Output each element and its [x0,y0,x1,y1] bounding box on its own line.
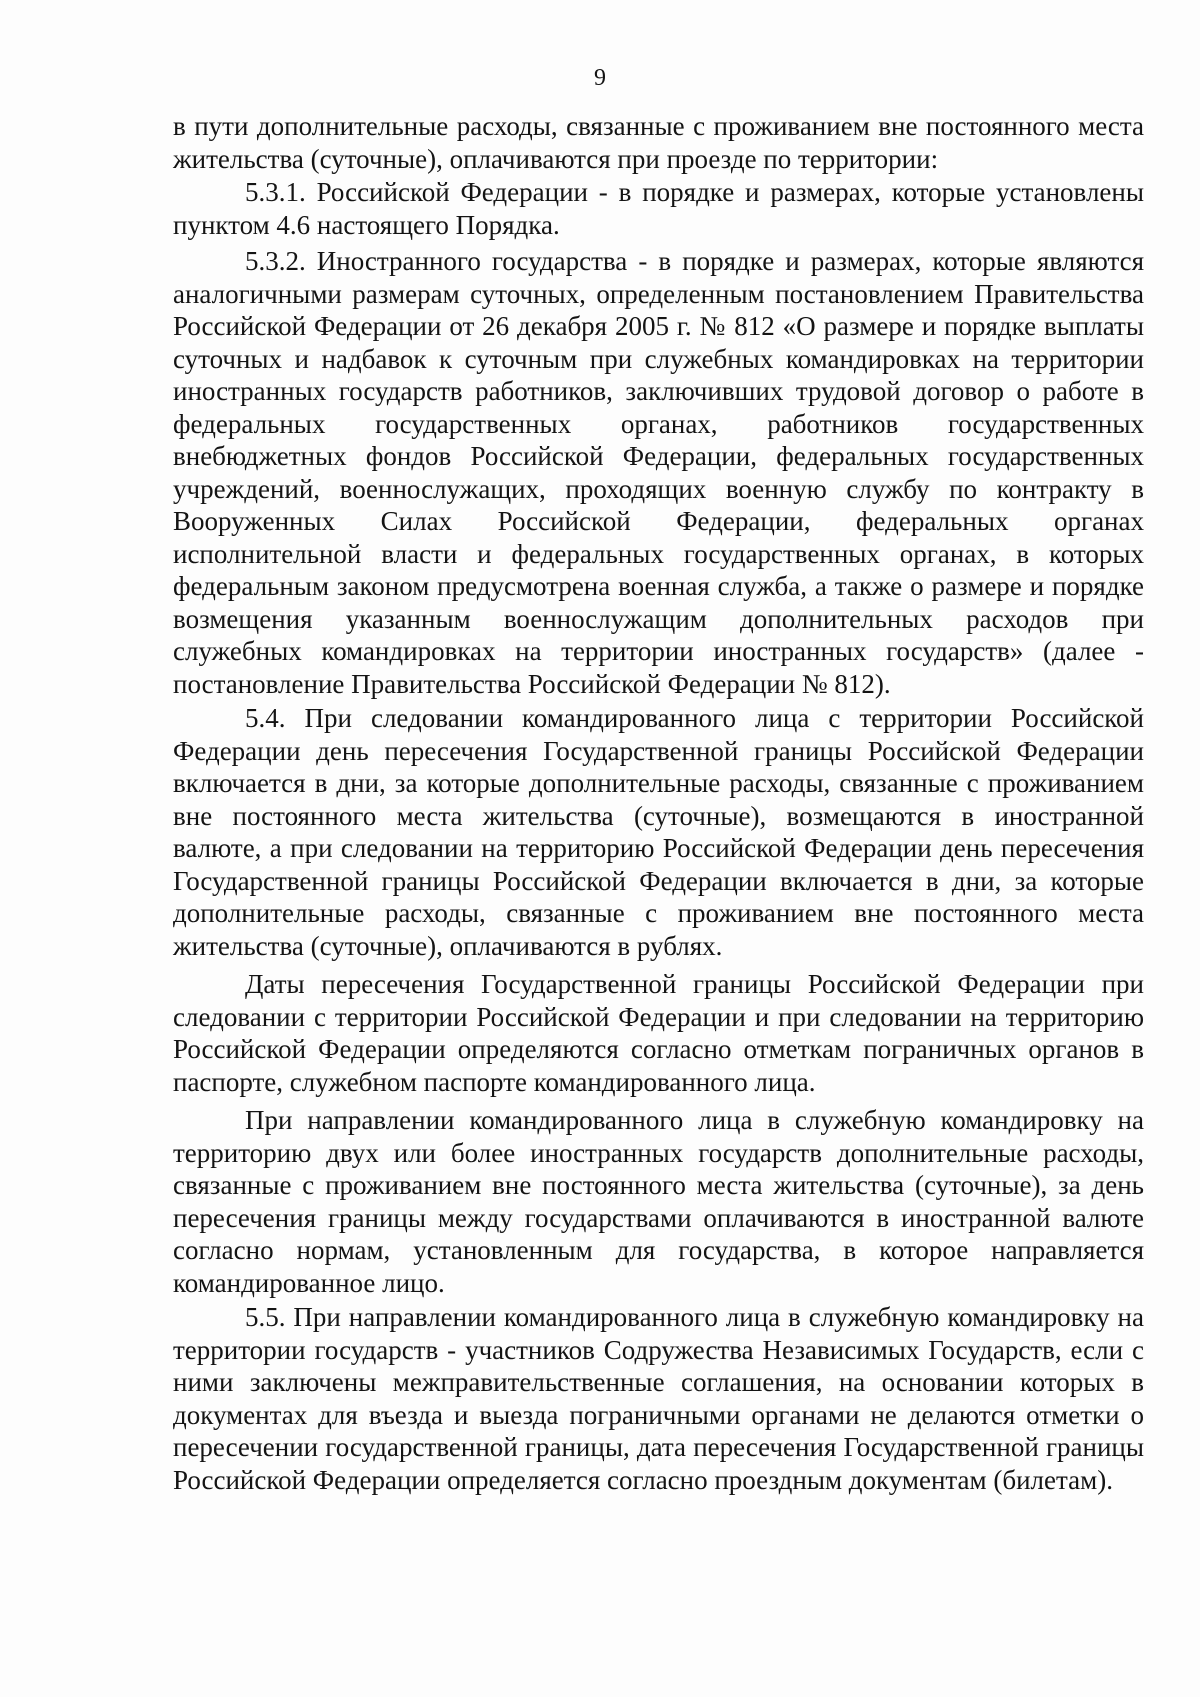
document-body [173,110,1144,1496]
paragraph-border-crossing-dates: Даты пересечения Государственной границы Российской Федерации при следовании с территории Российской Федерации и при следовании на территорию Российской Федерации определяются согласно отметкам пограничных органов в паспорте, служебном паспорте командированного лица. [173,969,1144,1097]
page-number: 9 [594,65,606,91]
paragraph-5-5: 5.5. При направлении командированного лица в служебную командировку на территории государств - участников Содружества Независимых Государств, если с ними заключены межправительственные соглашения, на основании которых в документах для въезда и выезда пограничными органами не делаются отметки о пересечении государственной границы, дата пересечения Государственной границы Российской Федерации определяется согласно проездным документам (билетам). [173,1302,1144,1495]
paragraph-multiple-states: При направлении командированного лица в служебную командировку на территорию двух или более иностранных государств дополнительные расходы, связанные с проживанием вне постоянного места жительства (суточные), за день пересечения границы между государствами оплачиваются в иностранной валюте согласно нормам, установленным для государства, в которое направляется командированное лицо. [173,1105,1144,1298]
paragraph-5-4: 5.4. При следовании командированного лица с территории Российской Федерации день пересечения Государственной границы Российской Федерации включается в дни, за которые дополнительные расходы, связанные с проживанием вне постоянного места жительства (суточные), возмещаются в иностранной валюте, а при следовании на территорию Российской Федерации день пересечения Государственной границы Российской Федерации включается в дни, за которые дополнительные расходы, связанные с проживанием вне постоянного места жительства (суточные), оплачиваются в рублях. [173,703,1144,961]
paragraph-continuation: в пути дополнительные расходы, связанные с проживанием вне постоянного места жительства (суточные), оплачиваются при проезде по территории: [173,111,1144,174]
paragraph-5-3-2: 5.3.2. Иностранного государства - в порядке и размерах, которые являются аналогичными размерам суточных, определенным постановлением Правительства Российской Федерации от 26 декабря 2005 г. № 812 «О размере и порядке выплаты суточных и надбавок к суточным при служебных командировках на территории иностранных государств работников, заключивших трудовой договор о работе в федеральных государственных органах, работников государственных внебюджетных фондов Российской Федерации, федеральных государственных учреждений, военнослужащих, проходящих военную службу по контракту в Вооруженных Силах Российской Федерации, федеральных органах исполнительной власти и федеральных государственных органах, в которых федеральным законом предусмотрена военная служба, а также о размере и порядке возмещения указанным военнослужащим дополнительных расходов при служебных командировках на территории иностранных государств» (далее - постановление Правительства Российской Федерации № 812). [173,246,1144,699]
paragraph-5-3-1: 5.3.1. Российской Федерации - в порядке и размерах, которые установлены пунктом 4.6 настоящего Порядка. [173,177,1144,240]
